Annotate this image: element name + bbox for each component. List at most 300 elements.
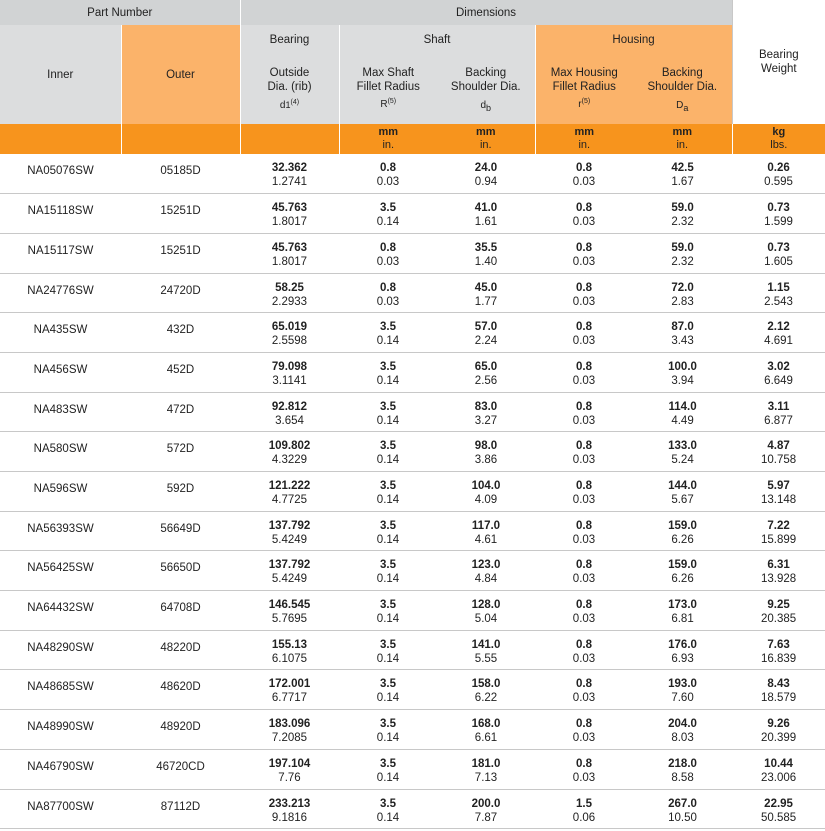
sd-metric: 35.5	[474, 241, 498, 254]
sr-imperial: 0.14	[376, 573, 400, 586]
outer-part-number: 432D	[121, 313, 240, 353]
sd-imperial: 6.61	[474, 732, 498, 745]
sr-metric: 0.8	[380, 281, 396, 294]
od-imperial: 1.8017	[271, 255, 308, 268]
w-imperial: 1.605	[764, 255, 793, 268]
outer-header: Outer	[121, 25, 240, 124]
housing-backing-line1: Backing	[661, 67, 703, 79]
w-metric: 7.63	[767, 638, 790, 651]
sr-cell	[339, 789, 437, 829]
sd-metric: 65.0	[474, 360, 498, 373]
sr-metric: 3.5	[380, 360, 396, 373]
table-row	[0, 273, 825, 313]
w-metric: 3.02	[767, 360, 790, 373]
od-cell	[240, 749, 339, 789]
sd-imperial: 2.56	[474, 374, 498, 387]
sd-cell	[437, 313, 535, 353]
sr-metric: 3.5	[380, 480, 396, 492]
w-cell	[732, 511, 825, 551]
od-cell	[240, 233, 339, 273]
od-metric: 92.812	[271, 400, 308, 413]
sd-imperial: 1.61	[474, 216, 498, 229]
hd-metric: 176.0	[668, 638, 697, 651]
table-row	[0, 551, 825, 591]
shaft-fillet-line1: Max Shaft	[362, 67, 415, 79]
unit-mm: mm	[475, 126, 496, 138]
sd-imperial: 7.13	[474, 771, 498, 784]
sr-metric: 3.5	[380, 400, 396, 413]
hd-imperial: 2.83	[671, 295, 694, 308]
outer-part-number: 48220D	[121, 630, 240, 670]
hd-cell	[633, 154, 732, 194]
housing-fillet-symbol: r	[578, 99, 582, 110]
unit-cell-housing-fillet	[535, 124, 633, 154]
inner-part-number: NA15117SW	[0, 233, 121, 273]
inner-part-number: NA48290SW	[0, 630, 121, 670]
hr-cell	[535, 749, 633, 789]
hr-imperial: 0.03	[572, 414, 596, 427]
sd-imperial: 1.40	[474, 255, 498, 268]
sd-metric: 128.0	[471, 599, 501, 612]
hd-imperial: 2.32	[671, 216, 694, 229]
sr-metric: 3.5	[380, 440, 396, 453]
outer-part-number: 56650D	[121, 551, 240, 591]
outside-dia-note: (4)	[290, 98, 300, 106]
od-cell	[240, 670, 339, 710]
inner-part-number: NA483SW	[0, 392, 121, 432]
w-metric: 1.15	[767, 281, 790, 294]
outer-part-number: 64708D	[121, 591, 240, 631]
w-metric: 7.22	[767, 519, 790, 532]
hd-cell	[633, 591, 732, 631]
sd-imperial: 6.22	[474, 692, 498, 705]
inner-part-number: NA64432SW	[0, 591, 121, 631]
housing-backing-header	[633, 55, 732, 124]
sr-imperial: 0.14	[376, 613, 400, 626]
w-metric: 0.73	[767, 241, 790, 254]
od-metric: 172.001	[268, 678, 311, 691]
sr-cell	[339, 551, 437, 591]
w-cell	[732, 392, 825, 432]
w-cell	[732, 670, 825, 710]
sr-metric: 3.5	[380, 797, 396, 810]
sd-imperial: 3.86	[474, 454, 498, 467]
table-row	[0, 154, 825, 194]
sd-metric: 181.0	[471, 757, 501, 770]
w-imperial: 20.399	[760, 732, 797, 745]
sr-cell	[339, 233, 437, 273]
hd-imperial: 5.67	[671, 494, 694, 506]
sd-cell	[437, 432, 535, 472]
hr-imperial: 0.03	[572, 176, 596, 188]
od-metric: 65.019	[271, 321, 308, 334]
outside-dia-header	[240, 55, 339, 124]
inner-part-number: NA24776SW	[0, 273, 121, 313]
hd-metric: 87.0	[671, 321, 694, 334]
sd-metric: 24.0	[474, 162, 498, 174]
bearing-group-header: Bearing	[240, 25, 339, 55]
sd-cell	[437, 352, 535, 392]
od-metric: 233.213	[268, 797, 311, 810]
sr-cell	[339, 313, 437, 353]
od-metric: 45.763	[271, 202, 308, 215]
inner-part-number: NA56425SW	[0, 551, 121, 591]
hr-imperial: 0.03	[572, 374, 596, 387]
od-imperial: 7.76	[278, 771, 301, 784]
hr-cell	[535, 273, 633, 313]
hd-metric: 159.0	[668, 559, 697, 572]
w-metric: 0.26	[767, 162, 790, 174]
sr-imperial: 0.14	[376, 374, 400, 387]
housing-backing-line2: Shoulder Dia.	[647, 81, 718, 93]
od-imperial: 4.3229	[271, 454, 308, 467]
hd-metric: 100.0	[668, 360, 697, 373]
sr-imperial: 0.14	[376, 732, 400, 745]
hr-cell	[535, 233, 633, 273]
unit-in: in.	[382, 139, 395, 151]
housing-fillet-note: (5)	[581, 98, 591, 105]
hr-imperial: 0.03	[572, 732, 596, 745]
od-cell	[240, 313, 339, 353]
sd-metric: 117.0	[471, 519, 501, 532]
hd-imperial: 3.43	[671, 335, 694, 348]
sr-imperial: 0.14	[376, 692, 400, 705]
hd-cell	[633, 273, 732, 313]
od-metric: 79.098	[271, 360, 308, 373]
sr-metric: 3.5	[380, 678, 396, 691]
hd-cell	[633, 551, 732, 591]
hr-metric: 1.5	[576, 797, 592, 810]
sr-metric: 3.5	[380, 559, 396, 572]
w-imperial: 50.585	[760, 811, 797, 824]
hr-imperial: 0.03	[572, 652, 596, 665]
sr-metric: 0.8	[380, 162, 396, 174]
w-imperial: 6.649	[764, 374, 793, 387]
od-cell	[240, 551, 339, 591]
inner-part-number: NA435SW	[0, 313, 121, 353]
od-imperial: 3.654	[275, 414, 304, 427]
sd-cell	[437, 670, 535, 710]
w-metric: 8.43	[767, 678, 790, 691]
shaft-backing-symbol: d	[480, 100, 487, 111]
unit-cell-inner	[0, 124, 121, 154]
outer-part-number: 05185D	[121, 154, 240, 194]
od-imperial: 5.4249	[271, 533, 308, 546]
w-cell	[732, 710, 825, 750]
od-metric: 137.792	[268, 559, 311, 572]
hd-imperial: 1.67	[671, 176, 694, 188]
shaft-fillet-line2: Fillet Radius	[356, 81, 420, 93]
w-imperial: 10.758	[760, 454, 797, 467]
sd-cell	[437, 472, 535, 512]
hd-metric: 267.0	[668, 797, 697, 810]
hr-cell	[535, 392, 633, 432]
inner-part-number: NA05076SW	[0, 154, 121, 194]
w-metric: 0.73	[767, 202, 790, 215]
outer-part-number: 15251D	[121, 233, 240, 273]
table-row	[0, 670, 825, 710]
hr-cell	[535, 472, 633, 512]
sr-imperial: 0.14	[376, 771, 400, 784]
sr-cell	[339, 591, 437, 631]
unit-cell-shaft-fillet	[339, 124, 437, 154]
od-imperial: 2.5598	[271, 335, 308, 348]
od-metric: 137.792	[268, 519, 311, 532]
od-cell	[240, 194, 339, 234]
od-imperial: 4.7725	[271, 494, 308, 506]
sd-cell	[437, 591, 535, 631]
shaft-fillet-symbol: R	[380, 99, 388, 110]
hr-cell	[535, 630, 633, 670]
od-cell	[240, 154, 339, 194]
w-imperial: 4.691	[764, 335, 793, 348]
w-imperial: 23.006	[760, 771, 797, 784]
table-row	[0, 591, 825, 631]
hd-cell	[633, 710, 732, 750]
hd-cell	[633, 511, 732, 551]
w-imperial: 13.148	[760, 494, 797, 506]
table-row	[0, 749, 825, 789]
hr-imperial: 0.03	[572, 573, 596, 586]
w-cell	[732, 630, 825, 670]
unit-cell-housing-backing	[633, 124, 732, 154]
w-metric: 6.31	[767, 559, 790, 572]
w-imperial: 15.899	[760, 533, 797, 546]
od-imperial: 3.1141	[272, 374, 307, 387]
hr-imperial: 0.06	[572, 811, 596, 824]
hr-cell	[535, 789, 633, 829]
w-cell	[732, 233, 825, 273]
od-imperial: 9.1816	[271, 811, 308, 824]
hr-metric: 0.8	[576, 480, 592, 492]
sd-cell	[437, 789, 535, 829]
unit-kg: kg	[772, 126, 786, 138]
sd-cell	[437, 630, 535, 670]
hd-cell	[633, 670, 732, 710]
sd-imperial: 4.09	[474, 494, 498, 506]
sd-cell	[437, 233, 535, 273]
hr-metric: 0.8	[576, 718, 592, 731]
outside-dia-sub: 1	[285, 99, 291, 110]
sd-cell	[437, 511, 535, 551]
w-imperial: 13.928	[760, 573, 797, 586]
hd-imperial: 8.03	[671, 732, 694, 745]
shaft-group-header: Shaft	[339, 25, 535, 55]
outside-dia-line1: Outside	[269, 66, 310, 79]
od-imperial: 7.2085	[271, 732, 308, 745]
outer-part-number: 472D	[121, 392, 240, 432]
od-cell	[240, 591, 339, 631]
od-metric: 109.802	[268, 440, 311, 453]
w-metric: 5.97	[767, 480, 790, 492]
w-imperial: 0.595	[764, 176, 793, 188]
od-metric: 146.545	[268, 599, 311, 612]
inner-part-number: NA48685SW	[0, 670, 121, 710]
unit-cell-outer	[121, 124, 240, 154]
od-metric: 45.763	[271, 241, 308, 254]
sd-cell	[437, 194, 535, 234]
od-metric: 155.13	[271, 638, 308, 651]
sr-cell	[339, 432, 437, 472]
sd-cell	[437, 710, 535, 750]
hd-cell	[633, 233, 732, 273]
hd-cell	[633, 313, 732, 353]
hr-imperial: 0.03	[572, 335, 596, 348]
w-cell	[732, 313, 825, 353]
w-metric: 9.25	[767, 599, 790, 612]
sr-imperial: 0.14	[376, 454, 400, 467]
unit-cell-od	[240, 124, 339, 154]
hd-imperial: 6.93	[671, 652, 694, 665]
od-cell	[240, 472, 339, 512]
od-cell	[240, 392, 339, 432]
unit-lbs: lbs.	[770, 139, 788, 151]
sr-cell	[339, 472, 437, 512]
sr-imperial: 0.14	[376, 533, 400, 546]
sr-cell	[339, 194, 437, 234]
sr-cell	[339, 670, 437, 710]
inner-part-number: NA48990SW	[0, 710, 121, 750]
table-row	[0, 194, 825, 234]
sr-imperial: 0.14	[376, 414, 400, 427]
od-imperial: 6.1075	[271, 652, 308, 665]
hr-cell	[535, 154, 633, 194]
hr-metric: 0.8	[576, 321, 592, 334]
outside-dia-symbol: d	[279, 99, 286, 111]
od-cell	[240, 352, 339, 392]
sd-cell	[437, 749, 535, 789]
shaft-backing-line2: Shoulder Dia.	[450, 81, 521, 93]
outer-part-number: 592D	[121, 472, 240, 512]
inner-part-number: NA580SW	[0, 432, 121, 472]
hr-metric: 0.8	[576, 519, 592, 532]
sd-cell	[437, 551, 535, 591]
hr-cell	[535, 432, 633, 472]
hr-metric: 0.8	[576, 202, 592, 215]
hd-imperial: 7.60	[671, 692, 694, 705]
hd-imperial: 6.81	[671, 613, 694, 626]
hd-metric: 133.0	[668, 440, 697, 453]
hr-metric: 0.8	[576, 281, 592, 294]
table-body	[0, 154, 825, 829]
hd-cell	[633, 789, 732, 829]
unit-cell-shaft-backing	[437, 124, 535, 154]
sd-metric: 57.0	[474, 321, 498, 334]
w-metric: 2.12	[767, 321, 790, 334]
w-cell	[732, 591, 825, 631]
od-metric: 183.096	[268, 718, 311, 731]
hd-cell	[633, 392, 732, 432]
sr-imperial: 0.14	[376, 335, 400, 348]
inner-part-number: NA46790SW	[0, 749, 121, 789]
sd-imperial: 7.87	[474, 811, 498, 824]
hd-cell	[633, 352, 732, 392]
sd-metric: 83.0	[474, 400, 498, 413]
table-row	[0, 233, 825, 273]
hr-imperial: 0.03	[572, 454, 596, 467]
table-row	[0, 789, 825, 829]
sr-cell	[339, 710, 437, 750]
hr-imperial: 0.03	[572, 494, 596, 506]
unit-mm: mm	[378, 126, 399, 138]
unit-mm: mm	[672, 126, 693, 138]
sr-cell	[339, 749, 437, 789]
hd-metric: 59.0	[671, 241, 694, 254]
hr-metric: 0.8	[576, 559, 592, 572]
shaft-fillet-header	[339, 55, 437, 124]
hd-imperial: 10.50	[668, 811, 697, 824]
unit-in: in.	[676, 139, 689, 151]
hd-metric: 173.0	[668, 599, 697, 612]
shaft-backing-header	[437, 55, 535, 124]
sd-imperial: 5.55	[474, 652, 498, 665]
sr-metric: 3.5	[380, 638, 396, 651]
hr-metric: 0.8	[576, 440, 592, 453]
sr-imperial: 0.03	[376, 176, 400, 188]
sr-cell	[339, 511, 437, 551]
dimensions-header: Dimensions	[240, 0, 732, 25]
od-imperial: 6.7717	[271, 692, 308, 705]
hd-metric: 144.0	[668, 480, 697, 492]
w-cell	[732, 273, 825, 313]
hr-cell	[535, 710, 633, 750]
od-metric: 32.362	[271, 162, 308, 174]
hd-cell	[633, 630, 732, 670]
w-cell	[732, 472, 825, 512]
inner-part-number: NA56393SW	[0, 511, 121, 551]
table-row	[0, 511, 825, 551]
od-imperial: 2.2933	[271, 295, 308, 308]
od-cell	[240, 710, 339, 750]
hr-imperial: 0.03	[572, 692, 596, 705]
bearing-weight-header	[732, 0, 825, 124]
sr-metric: 3.5	[380, 757, 396, 770]
hd-imperial: 6.26	[671, 533, 694, 546]
hd-metric: 204.0	[668, 718, 697, 731]
hr-imperial: 0.03	[572, 613, 596, 626]
sd-imperial: 0.94	[474, 176, 498, 188]
sr-metric: 3.5	[380, 718, 396, 731]
hd-metric: 114.0	[668, 400, 697, 413]
sd-metric: 141.0	[471, 638, 501, 651]
sd-metric: 45.0	[474, 281, 498, 294]
sr-imperial: 0.03	[376, 295, 400, 308]
unit-cell-weight	[732, 124, 825, 154]
housing-backing-symbol: D	[676, 100, 684, 111]
w-metric: 4.87	[767, 440, 790, 453]
shaft-fillet-note: (5)	[387, 98, 397, 105]
w-imperial: 6.877	[764, 414, 793, 427]
sr-cell	[339, 392, 437, 432]
inner-part-number: NA87700SW	[0, 789, 121, 829]
outer-part-number: 572D	[121, 432, 240, 472]
hr-metric: 0.8	[576, 638, 592, 651]
w-cell	[732, 789, 825, 829]
sr-cell	[339, 630, 437, 670]
od-cell	[240, 432, 339, 472]
unit-in: in.	[578, 139, 591, 151]
hd-metric: 218.0	[668, 757, 697, 770]
hd-metric: 193.0	[668, 678, 697, 691]
w-metric: 9.26	[767, 718, 790, 731]
sd-imperial: 4.84	[474, 573, 498, 586]
housing-group-header: Housing	[535, 25, 732, 55]
w-metric: 22.95	[764, 797, 793, 810]
w-cell	[732, 432, 825, 472]
outer-part-number: 46720CD	[121, 749, 240, 789]
hr-imperial: 0.03	[572, 255, 596, 268]
od-cell	[240, 511, 339, 551]
